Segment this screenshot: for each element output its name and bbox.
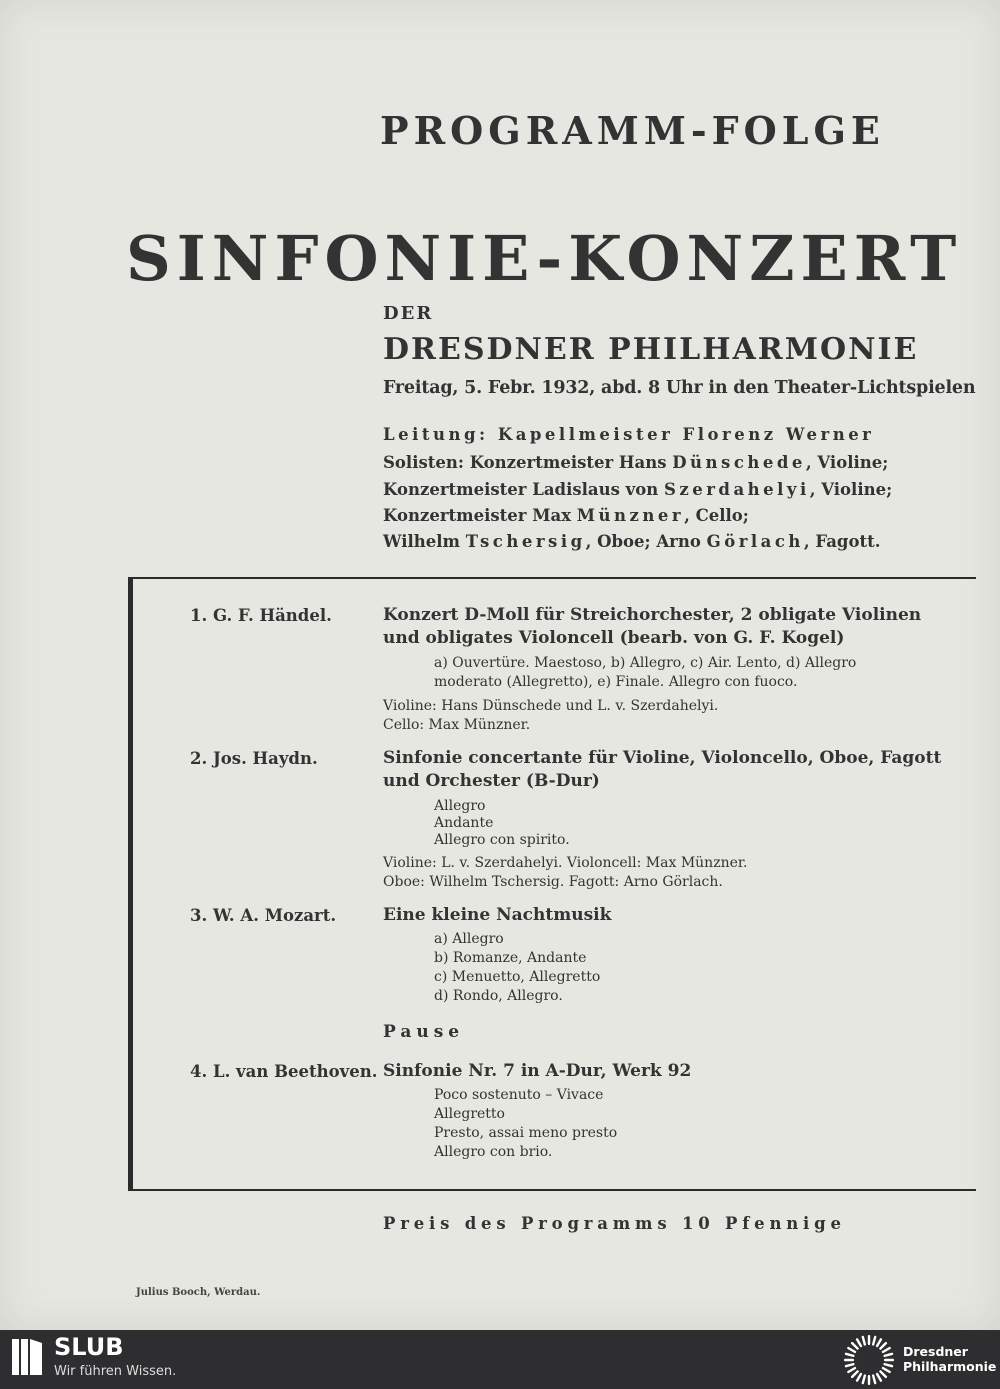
performer-line: Violine: L. v. Szerdahelyi. Violoncell: Max Münzner. [383, 855, 748, 871]
soloist-role: , Violine; [805, 453, 889, 472]
movement-line: Allegro [434, 798, 486, 814]
footer-bar [0, 1330, 1000, 1389]
price-note: Preis des Programms 10 Pfennige [383, 1214, 846, 1233]
performer-line: Violine: Hans Dünschede und L. v. Szerdahelyi. [383, 698, 719, 714]
date-venue: Freitag, 5. Febr. 1932, abd. 8 Uhr in den Theater-Lichtspielen [383, 378, 976, 398]
composer-beethoven: 4. L. van Beethoven. [190, 1062, 378, 1081]
der-label: DER [383, 303, 434, 324]
composer-handel: 1. G. F. Händel. [190, 606, 332, 625]
philharmonie-logo-icon[interactable] [842, 1333, 896, 1387]
soloist-role: , Oboe; Arno [585, 532, 707, 551]
movement-line: Allegro con brio. [434, 1144, 553, 1160]
movement-line: d) Rondo, Allegro. [434, 988, 563, 1004]
soloist-name: Görlach [706, 532, 804, 551]
work-title-line: und Orchester (B-Dur) [383, 771, 600, 791]
soloist-line-1 [383, 453, 888, 472]
movement-line: Presto, assai meno presto [434, 1125, 618, 1141]
soloist-role: , Fagott. [803, 532, 881, 551]
orchestra-name: DRESDNER PHILHARMONIE [383, 332, 919, 367]
movement-line: a) Allegro [434, 931, 504, 947]
movement-line: Allegro con spirito. [434, 832, 570, 848]
slub-name[interactable]: SLUB [54, 1333, 124, 1361]
movement-line: moderato (Allegretto), e) Finale. Allegro con fuoco. [434, 674, 798, 690]
work-title-line: Sinfonie concertante für Violine, Violoncello, Oboe, Fagott [383, 748, 942, 768]
slub-tagline: Wir führen Wissen. [54, 1364, 177, 1379]
soloist-text: Wilhelm [383, 532, 466, 551]
soloist-text: Konzertmeister Max [383, 506, 577, 525]
soloist-line-2 [383, 480, 892, 499]
movement-line: Poco sostenuto – Vivace [434, 1087, 604, 1103]
composer-haydn: 2. Jos. Haydn. [190, 749, 318, 768]
soloist-name: Szerdahelyi [663, 480, 810, 499]
concert-title: SINFONIE-KONZERT [126, 222, 963, 295]
philharmonie-name-line: Dresdner [903, 1344, 968, 1359]
soloist-line-3 [383, 506, 749, 525]
printer-imprint: Julius Booch, Werdau. [136, 1287, 261, 1298]
conductor-line: Leitung: Kapellmeister Florenz Werner [383, 425, 875, 444]
soloist-name: Dünschede [672, 453, 806, 472]
composer-mozart: 3. W. A. Mozart. [190, 906, 337, 925]
slub-logo-icon[interactable] [12, 1337, 44, 1377]
movement-line: b) Romanze, Andante [434, 950, 587, 966]
soloist-role: , Violine; [809, 480, 893, 499]
work-title-line: Konzert D-Moll für Streichorchester, 2 obligate Violinen [383, 605, 922, 625]
soloist-line-4 [383, 532, 880, 551]
work-title-line: Eine kleine Nachtmusik [383, 905, 612, 925]
performer-line: Cello: Max Münzner. [383, 717, 531, 733]
movement-line: a) Ouvertüre. Maestoso, b) Allegro, c) Air. Lento, d) Allegro [434, 655, 857, 671]
work-title-line: und obligates Violoncell (bearb. von G. F. Kogel) [383, 628, 845, 648]
soloist-name: Tschersig [465, 532, 586, 551]
program-heading: PROGRAMM-FOLGE [380, 108, 885, 153]
soloist-text: Solisten: Konzertmeister Hans [383, 453, 673, 472]
performer-line: Oboe: Wilhelm Tschersig. Fagott: Arno Görlach. [383, 874, 723, 890]
soloist-text: Konzertmeister Ladislaus von [383, 480, 664, 499]
movement-line: Allegretto [434, 1106, 505, 1122]
soloist-role: , Cello; [684, 506, 749, 525]
philharmonie-name[interactable] [903, 1344, 996, 1374]
philharmonie-name-line: Philharmonie [903, 1359, 997, 1374]
movement-line: Andante [434, 815, 494, 831]
soloist-name: Münzner [576, 506, 685, 525]
work-title-line: Sinfonie Nr. 7 in A-Dur, Werk 92 [383, 1061, 692, 1081]
pause-label: Pause [383, 1022, 465, 1042]
movement-line: c) Menuetto, Allegretto [434, 969, 601, 985]
